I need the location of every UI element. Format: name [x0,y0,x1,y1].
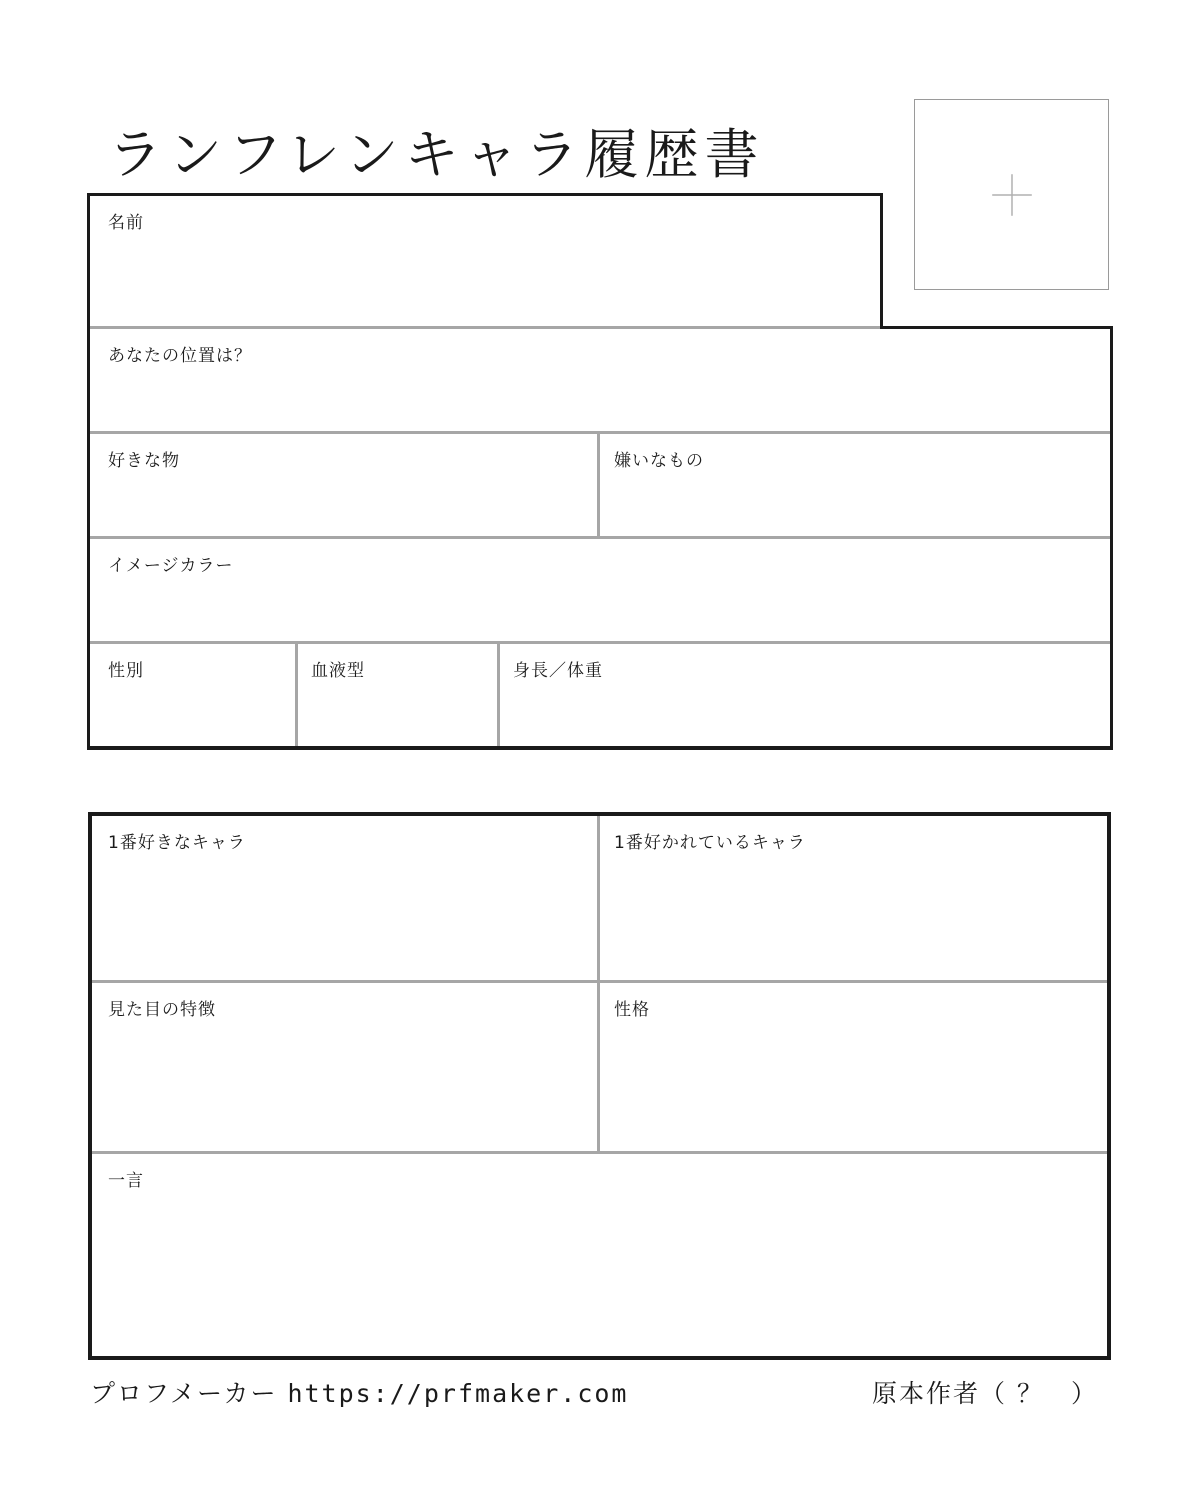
height-weight-label: 身長／体重 [513,661,603,681]
plus-icon [915,100,1108,289]
image-color-field[interactable] [90,539,1110,641]
frame-border [1107,812,1111,1360]
footer-credit [90,1374,628,1410]
likes-label: 好きな物 [108,451,180,471]
maker-label: プロフメーカー [90,1379,288,1408]
name-label: 名前 [108,213,144,233]
gender-label: 性別 [108,661,144,681]
position-label: あなたの位置は？ [108,346,252,366]
blood-type-field[interactable] [298,644,497,746]
frame-border [88,1356,1111,1360]
author-credit: 原本作者（ ？ ） [872,1379,1098,1408]
gender-field[interactable] [90,644,295,746]
dislikes-field[interactable] [600,434,1110,536]
maker-url-link[interactable]: https://prfmaker.com [287,1379,629,1408]
personality-field[interactable] [600,983,1107,1151]
frame-border [87,746,1113,750]
liked-by-char-label: 1番好かれているキャラ [614,833,806,853]
comment-label: 一言 [108,1171,144,1191]
favorite-char-label: 1番好きなキャラ [108,833,246,853]
appearance-field[interactable] [92,983,597,1151]
height-weight-field[interactable] [500,644,1110,746]
blood-type-label: 血液型 [311,661,365,681]
comment-field[interactable] [92,1154,1107,1356]
likes-field[interactable] [90,434,597,536]
liked-by-char-field[interactable] [600,816,1107,980]
name-field[interactable] [90,196,880,326]
position-field[interactable] [90,329,1110,431]
personality-label: 性格 [614,1000,650,1020]
image-color-label: イメージカラー [108,556,234,576]
frame-border [1110,326,1113,750]
frame-border [880,193,883,329]
page-title: ランフレンキャラ履歴書 [108,123,765,186]
dislikes-label: 嫌いなもの [614,451,704,471]
appearance-label: 見た目の特徴 [108,1000,216,1020]
favorite-char-field[interactable] [92,816,597,980]
photo-upload-box[interactable] [914,99,1109,290]
